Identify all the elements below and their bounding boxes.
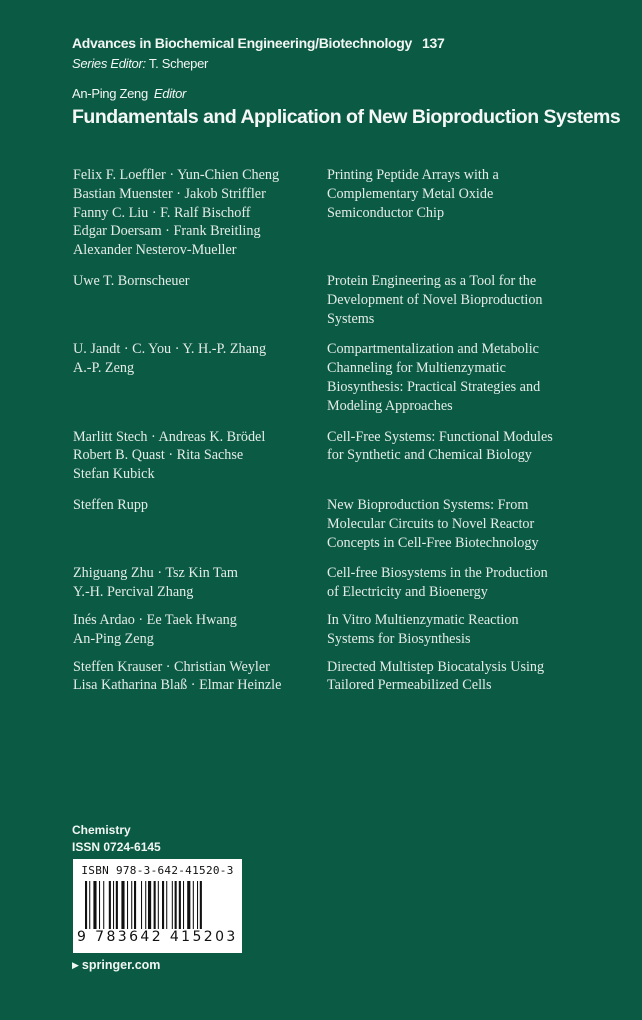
author-line: Alexander Nesterov-Mueller: [73, 242, 237, 259]
author-line: U. Jandt · C. You · Y. H.-P. Zhang: [73, 341, 267, 358]
author-line: Zhiguang Zhu · Tsz Kin Tam: [73, 565, 238, 582]
title-line: Semiconductor Chip: [327, 204, 445, 221]
title-line: Tailored Permeabilized Cells: [327, 677, 492, 694]
title-line: Compartmentalization and Metabolic: [327, 341, 539, 358]
toc-entry: [73, 496, 593, 552]
series-editor-name: T. Scheper: [148, 56, 209, 71]
series-name: Advances in Biochemical Engineering/Biotechnology: [72, 35, 413, 51]
chapter-title: [327, 272, 593, 328]
author-line: Marlitt Stech · Andreas K. Brödel: [73, 428, 266, 445]
title-line: New Bioproduction Systems: From: [327, 496, 529, 513]
chapter-authors: [73, 428, 327, 484]
author-line: Fanny C. Liu · F. Ralf Bischoff: [73, 204, 251, 221]
chapter-title: [327, 496, 593, 552]
author-line: Y.-H. Percival Zhang: [73, 584, 194, 601]
triangle-right-icon: ▶: [72, 960, 79, 970]
title-line: Printing Peptide Arrays with a: [327, 167, 499, 183]
title-line: Complementary Metal Oxide: [327, 185, 494, 202]
author-line: Steffen Rupp: [73, 496, 149, 513]
author-line: An-Ping Zeng: [73, 630, 154, 647]
series-line: [72, 35, 445, 51]
author-line: A.-P. Zeng: [73, 360, 135, 377]
title-line: Modeling Approaches: [327, 397, 453, 414]
chapter-authors: [73, 272, 327, 328]
author-line: Robert B. Quast · Rita Sachse: [73, 447, 244, 464]
title-line: Directed Multistep Biocatalysis Using: [327, 658, 545, 675]
book-title: Fundamentals and Application of New Bioproduction Systems: [72, 106, 621, 128]
volume-number: 137: [422, 35, 445, 51]
subject-block: [72, 822, 161, 856]
chapter-title: [327, 428, 593, 484]
chapter-title: [327, 340, 593, 415]
title-line: Molecular Circuits to Novel Reactor: [327, 515, 535, 532]
toc-entry: [73, 166, 593, 260]
author-line: Bastian Muenster · Jakob Striffler: [73, 185, 266, 202]
springer-link[interactable]: [72, 958, 160, 972]
author-line: Stefan Kubick: [73, 466, 155, 483]
title-line: Protein Engineering as a Tool for the: [327, 272, 537, 289]
author-line: Inés Ardao · Ee Taek Hwang: [73, 611, 237, 628]
chapter-authors: [73, 166, 327, 260]
toc-entry: [73, 611, 593, 649]
title-line: Channeling for Multienzymatic: [327, 360, 506, 377]
author-line: Steffen Krauser · Christian Weyler: [73, 658, 270, 675]
editor-name: An-Ping Zeng: [72, 86, 148, 101]
barcode-digits: 9 783642 415203: [77, 929, 238, 945]
editor-line: [72, 86, 186, 101]
toc-entry: [73, 658, 593, 696]
title-line: Cell-free Biosystems in the Production: [327, 565, 548, 582]
chapter-authors: [73, 340, 327, 415]
chapter-title: [327, 166, 593, 260]
toc-entry: [73, 564, 593, 602]
chapter-title: [327, 611, 593, 649]
chapter-title: [327, 658, 593, 696]
title-line: Cell-Free Systems: Functional Modules: [327, 428, 553, 445]
springer-url: springer.com: [81, 958, 161, 972]
toc-entry: [73, 272, 593, 328]
toc-entry: [73, 340, 593, 415]
title-line: for Synthetic and Chemical Biology: [327, 447, 532, 464]
chapter-authors: [73, 611, 327, 649]
author-line: Lisa Katharina Blaß · Elmar Heinzle: [73, 677, 282, 694]
chapter-title: [327, 564, 593, 602]
barcode-box: [73, 859, 242, 953]
issn: ISSN 0724-6145: [72, 840, 161, 854]
chapter-authors: [73, 564, 327, 602]
title-line: Development of Novel Bioproduction: [327, 291, 543, 308]
author-line: Felix F. Loeffler · Yun-Chien Cheng: [73, 167, 280, 183]
title-line: Biosynthesis: Practical Strategies and: [327, 378, 541, 395]
author-line: Edgar Doersam · Frank Breitling: [73, 223, 261, 240]
title-line: Systems: [327, 310, 375, 327]
chapter-authors: [73, 496, 327, 552]
title-line: Systems for Biosynthesis: [327, 630, 471, 647]
series-editor: [72, 56, 208, 71]
table-of-contents: [73, 166, 593, 695]
toc-entry: [73, 428, 593, 484]
title-line: In Vitro Multienzymatic Reaction: [327, 611, 519, 628]
title-line: Concepts in Cell-Free Biotechnology: [327, 534, 539, 551]
subject-label: Chemistry: [72, 823, 131, 837]
chapter-authors: [73, 658, 327, 696]
isbn-text: ISBN 978-3-642-41520-3: [81, 864, 234, 877]
author-line: Uwe T. Bornscheuer: [73, 272, 190, 289]
editor-label: Editor: [153, 86, 187, 101]
title-line: of Electricity and Bioenergy: [327, 584, 488, 601]
series-editor-label: Series Editor:: [72, 56, 146, 71]
